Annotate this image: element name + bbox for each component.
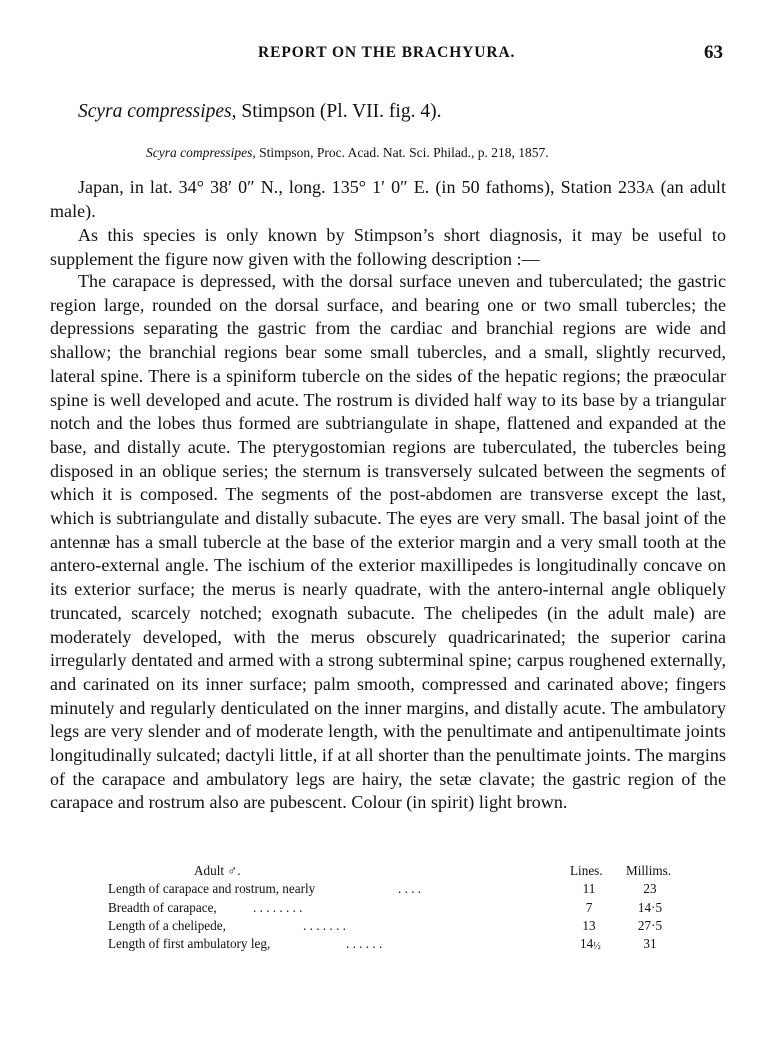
- row-label: Length of carapace and rostrum, nearly: [108, 881, 316, 897]
- column-header-lines: Lines.: [570, 863, 603, 878]
- value-lines: 7: [585, 899, 593, 915]
- running-head: [0, 44, 776, 68]
- intro-paragraph: As this species is only known by Stimpson’s short diagnosis, it may be useful to supplement the figure now given with the following description :—: [50, 225, 726, 269]
- locality-text: Japan, in lat. 34° 38′ 0″ N., long. 135° 1′ 0″ E. (in 50 fathoms), Station 233: [78, 177, 646, 197]
- table-row: [108, 935, 708, 953]
- value-lines: 13: [582, 917, 596, 933]
- leader-dots: . . . . . .: [346, 936, 383, 952]
- synonymy-name: Scyra compressipes: [146, 145, 253, 160]
- table-row: [108, 917, 708, 935]
- value-lines: 11: [582, 881, 596, 897]
- row-label: Length of a chelipede,: [108, 917, 226, 933]
- species-name: Scyra compressipes: [78, 101, 232, 122]
- measurements-header: [108, 862, 708, 880]
- species-authority: , Stimpson (Pl. VII. fig. 4).: [231, 101, 442, 122]
- value-lines-fraction: ½: [593, 941, 601, 953]
- leader-dots: . . . . . . .: [303, 917, 346, 933]
- value-lines-whole: 14: [580, 936, 594, 952]
- running-title: REPORT ON THE BRACHYURA.: [258, 44, 516, 61]
- synonymy-reference: , Stimpson, Proc. Acad. Nat. Sci. Philad., p. 218, 1857.: [252, 145, 549, 160]
- table-row: [108, 899, 708, 917]
- value-millims: 27·5: [637, 917, 663, 933]
- locality-specimen: (an adult male).: [50, 177, 726, 221]
- description-paragraph: The carapace is depressed, with the dorsal surface uneven and tuberculated; the gastric region large, rounded on the dorsal surface, and bearing one or two small tubercles; the depressions separating the gastric from the cardiac and branchial regions are wide and shallow; the branchial regions bear some small tubercles, and a small, slightly recurved, lateral spine. There is a spiniform tubercle on the sides of the hepatic regions; the præocular spine is well developed and acute. The rostrum is divided half way to its base by a triangular notch and the lobes thus formed are subtriangulate in shape, flattened and expanded at the base, and distally acute. The pterygostomian regions are tuberculated, the tubercles being disposed in an oblique series; the sternum is transversely sulcated between the segments of which it is composed. The segments of the post-abdomen are transverse except the last, which is subtriangulate and distally subacute. The eyes are very small. The basal joint of the antennæ has a small tubercle at the base of the exterior margin and a very small tooth at the antero-external angle. The ischium of the exterior maxillipedes is longitudinally concave on its exterior surface; the merus is nearly quadrate, with the antero-internal angle obliquely truncated, scarcely notched; exognath subacute. The chelipedes (in the adult male) are moderately developed, with the merus obscurely quadricarinated; the superior carina irregularly dentated and armed with a strong subterminal spine; carpus roughened externally, and carinated on its inner surface; palm smooth, compressed and carinated above; fingers minutely and regularly denticulated on the inner margins, and distally acute. The ambulatory legs are very slender and of moderate length, with the penultimate and antipenultimate joints longitudinally sulcated; dactyli little, if at all shorter than the penultimate joints. The margins of the carapace and ambulatory legs are hairy, the setæ clavate; the gastric region of the carapace and rostrum also are pubescent. Colour (in spirit) light brown.: [50, 271, 726, 813]
- page-number: 63: [704, 42, 723, 63]
- value-millims: 23: [643, 881, 657, 897]
- value-millims: 14·5: [637, 899, 663, 915]
- synonymy-citation: [146, 145, 549, 161]
- leader-dots: . . . .: [398, 881, 422, 897]
- locality-paragraph: [50, 176, 726, 223]
- row-label: Length of first ambulatory leg,: [108, 936, 271, 952]
- station-suffix: a: [645, 177, 655, 197]
- specimen-label: Adult ♂.: [194, 863, 241, 878]
- measurements-table: [108, 862, 708, 953]
- value-millims: 31: [643, 936, 657, 952]
- column-header-millims: Millims.: [626, 863, 672, 878]
- row-label: Breadth of carapace,: [108, 899, 217, 915]
- species-heading: [78, 101, 441, 123]
- value-lines: [580, 935, 601, 956]
- table-row: [108, 880, 708, 898]
- leader-dots: . . . . . . . .: [253, 899, 303, 915]
